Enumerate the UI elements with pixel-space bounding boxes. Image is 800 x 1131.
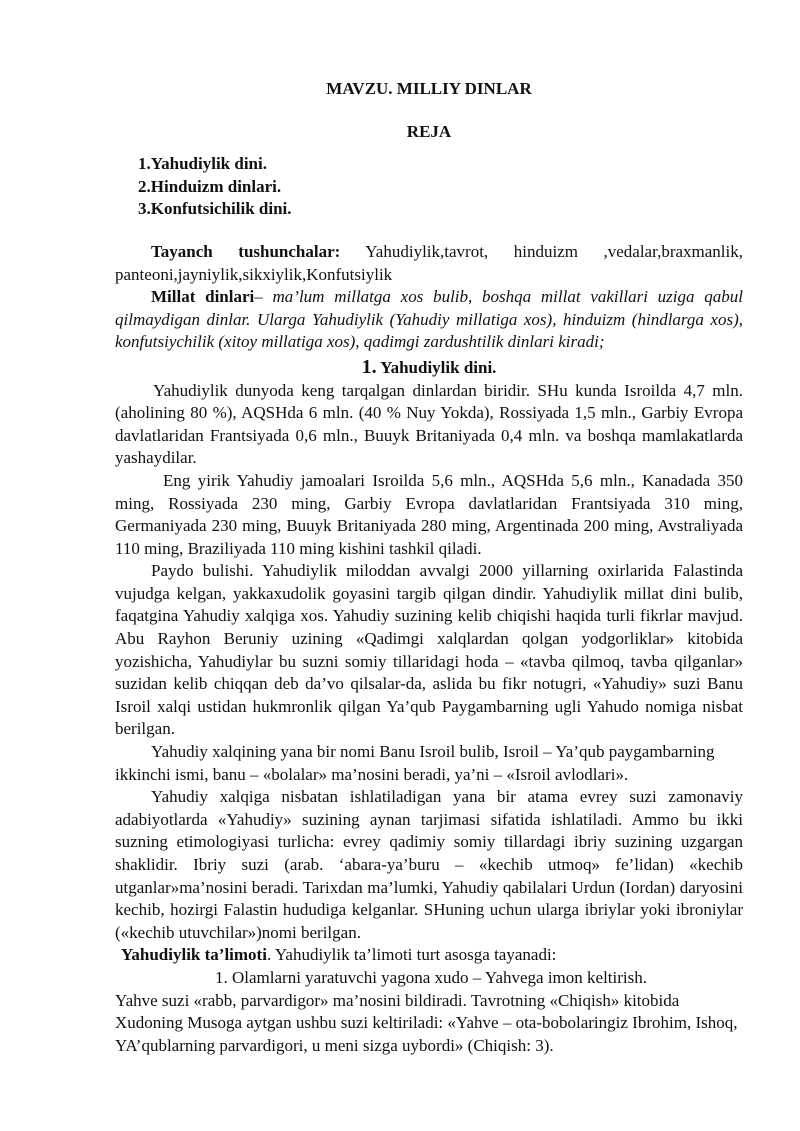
national-religions-paragraph bbox=[115, 286, 743, 354]
plan-item: 2.Hinduizm dinlari. bbox=[138, 176, 282, 196]
plan-list bbox=[138, 153, 743, 221]
page-title: MAVZU. MILLIY DINLAR bbox=[326, 79, 532, 98]
plan-item: 1.Yahudiylik dini. bbox=[138, 154, 267, 174]
paragraph: Yahudiy xalqining yana bir nomi Banu Isroil bulib, Isroil – Ya’qub paygambarning ikkinchi ismi, banu – «bolalar» ma’nosini beradi, ya’ni – «Isroil avlodlari». bbox=[115, 742, 715, 784]
list-item: 1. Olamlarni yaratuvchi yagona xudo – Yahvega imon keltirish. bbox=[215, 967, 647, 987]
paragraph: Eng yirik Yahudiy jamoalari Isroilda 5,6 mln., AQSHda 5,6 mln., Kanadada 350 ming, Rossiyada 230 ming, Garbiy Evropa davlatlaridan Frantsiyada 310 ming, Germaniyada 230 ming, Buuyk Britaniyada 280 ming, Argentinada 200 ming, Avstraliyada 110 ming, Braziliyada 110 ming kishini tashkil qiladi. bbox=[115, 470, 743, 558]
key-concepts-paragraph bbox=[115, 241, 743, 286]
key-concepts-label: Tayanch tushunchalar: bbox=[151, 241, 341, 261]
section-number: 1. bbox=[361, 355, 377, 378]
paragraph: Yahudiy xalqiga nisbatan ishlatiladigan yana bir atama evrey suzi zamonaviy adabiyotlarda «Yahudiy» suzining aynan tarjimasi sifatida ishlatiladi. Ammo bu ikki suzning etimologiyasi turlicha: evrey qadimiy somiy tillardagi ibriy suzining uzgargan shaklidir. Ibriy suzi (arab. ‘abara-ya’buru – «kechib utmoq» fe’lidan) «kechib utganlar»ma’nosini beradi. Tarixdan ma’lumki, Yahudiy qabilalari Urdun (Iordan) daryosini kechib, hozirgi Falastin hududiga kelganlar. SHuning uchun ularga ibriylar yoki ibroniylar («kechib utuvchilar»)nomi berilgan. bbox=[115, 787, 743, 942]
teaching-paragraph bbox=[115, 944, 743, 967]
section-heading bbox=[115, 356, 743, 380]
paragraph: Yahudiylik dunyoda keng tarqalgan dinlardan biridir. SHu kunda Isroilda 4,7 mln. (aholining 80 %), AQSHda 6 mln. (40 % Nuy Yokda), Rossiyada 1,5 mln., Garbiy Evropa davlatlaridan Frantsiyada 0,6 mln., Buuyk Britaniyada 0,4 mln. va boshqa mamlakatlarda yashaydilar. bbox=[115, 380, 743, 468]
key-concepts-text: Yahudiylik,tavrot, hinduizm ,vedalar,braxmanlik, panteoni,jayniylik,sikxiylik,Konfutsiylik bbox=[115, 241, 743, 284]
national-religions-label: Millat dinlari bbox=[151, 287, 255, 307]
teaching-label: Yahudiylik ta’limoti bbox=[121, 945, 267, 965]
plan-item: 3.Konfutsichilik dini. bbox=[138, 199, 292, 219]
national-religions-text: – ma’lum millatga xos bulib, boshqa millat vakillari uziga qabul qilmaydigan dinlar. Ularga Yahudiylik (Yahudiy millatiga xos), hinduizm (hindlarga xos), konfutsiychilik (xitoy millatiga xos), qadimgi zardushtilik dinlari kiradi; bbox=[115, 287, 743, 352]
plan-heading: REJA bbox=[406, 121, 452, 141]
section-title: Yahudiylik dini. bbox=[380, 357, 497, 377]
paragraph: Paydo bulishi. Yahudiylik miloddan avvalgi 2000 yillarning oxirlarida Falastinda vujudga kelgan, yakkaxudolik goyasini targib qilgan dindir. Yahudiylik millat dini bulib, faqatgina Yahudiy xalqiga xos. Yahudiy suzining kelib chiqishi haqida turli fikrlar mavjud. Abu Rayhon Beruniy uzining «Qadimgi xalqlardan qolgan yodgorliklar» kitobida yozishicha, Yahudiylar bu suzni somiy tillaridagi hoda – «tavba qilmoq, tavba qilganlar» suzidan kelib chiqqan deb da’vo qilsalar-da, aslida bu fikr notugri, «Yahudiy» suzi Banu Isroil xalqi ustidan hukmronlik qilgan Ya’qub Paygambarning ugli Yahudo nomiga nisbat berilgan. bbox=[115, 561, 743, 739]
teaching-text: . Yahudiylik ta’limoti turt asosga tayanadi: bbox=[266, 945, 557, 965]
paragraph: Yahve suzi «rabb, parvardigor» ma’nosini bildiradi. Tavrotning «Chiqish» kitobida Xudoning Musoga aytgan ushbu suzi keltiriladi: «Yahve – ota-bobolaringiz Ibrohim, Ishoq, YA’qublarning parvardigori, u meni sizga uybordi» (Chiqish: 3). bbox=[115, 990, 738, 1055]
